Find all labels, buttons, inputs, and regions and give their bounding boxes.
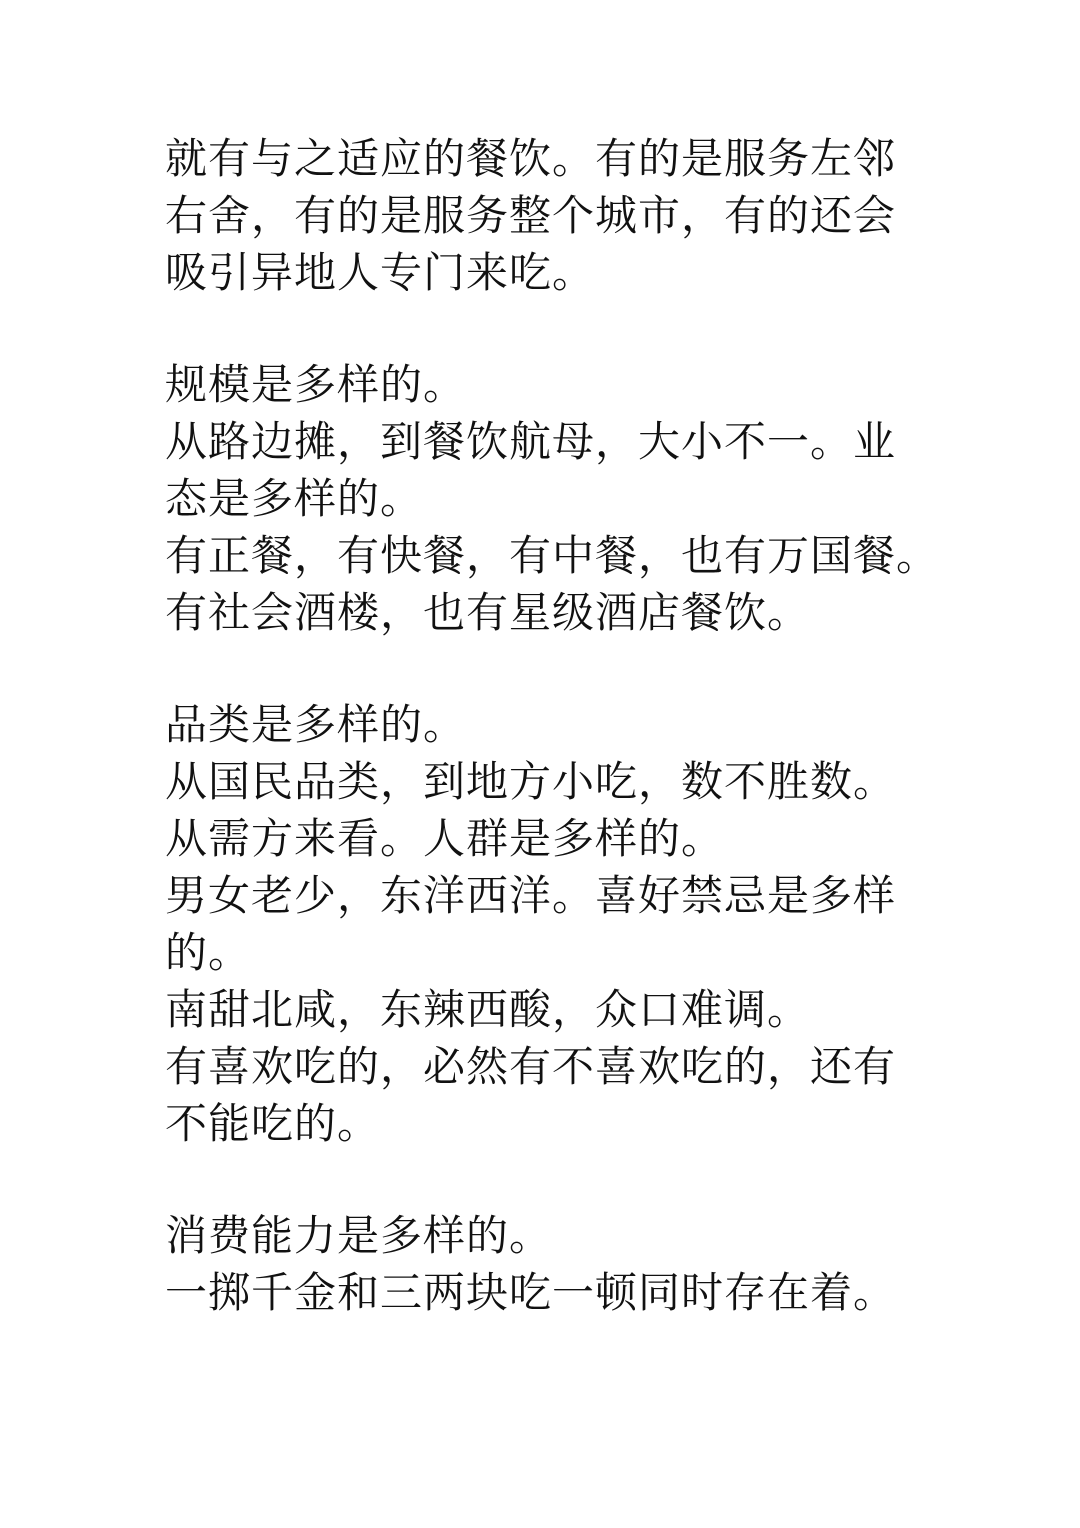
article-text: [165, 130, 940, 1321]
text-line-14: 南甜北咸，东辣西酸，众口难调。: [165, 985, 811, 1034]
text-line-2: 右舍，有的是服务整个城市，有的还会: [165, 191, 897, 240]
text-line-10: 从国民品类，到地方小吃，数不胜数。: [165, 757, 897, 806]
text-line-6: 态是多样的。: [165, 474, 424, 523]
text-line-3: 吸引异地人专门来吃。: [165, 248, 596, 297]
text-line-11: 从需方来看。人群是多样的。: [165, 814, 725, 863]
text-line-5: 从路边摊，到餐饮航母，大小不一。业: [165, 417, 897, 466]
text-line-18: 一掷千金和三两块吃一顿同时存在着。: [165, 1268, 897, 1317]
text-line-16: 不能吃的。: [165, 1099, 381, 1148]
text-line-12: 男女老少，东洋西洋。喜好禁忌是多样: [165, 871, 897, 920]
text-line-13: 的。: [165, 928, 252, 977]
text-line-8: 有社会酒楼，也有星级酒店餐饮。: [165, 588, 811, 637]
paragraph-gap: [165, 641, 925, 696]
paragraph-gap: [165, 301, 925, 356]
paragraph-gap: [165, 1152, 925, 1207]
text-line-17: 消费能力是多样的。: [165, 1211, 553, 1260]
text-line-7: 有正餐，有快餐，有中餐，也有万国餐。: [165, 531, 940, 580]
text-line-9: 品类是多样的。: [165, 700, 467, 749]
text-line-4: 规模是多样的。: [165, 360, 467, 409]
text-line-15: 有喜欢吃的，必然有不喜欢吃的，还有: [165, 1042, 897, 1091]
text-line-1: 就有与之适应的餐饮。有的是服务左邻: [165, 134, 897, 183]
